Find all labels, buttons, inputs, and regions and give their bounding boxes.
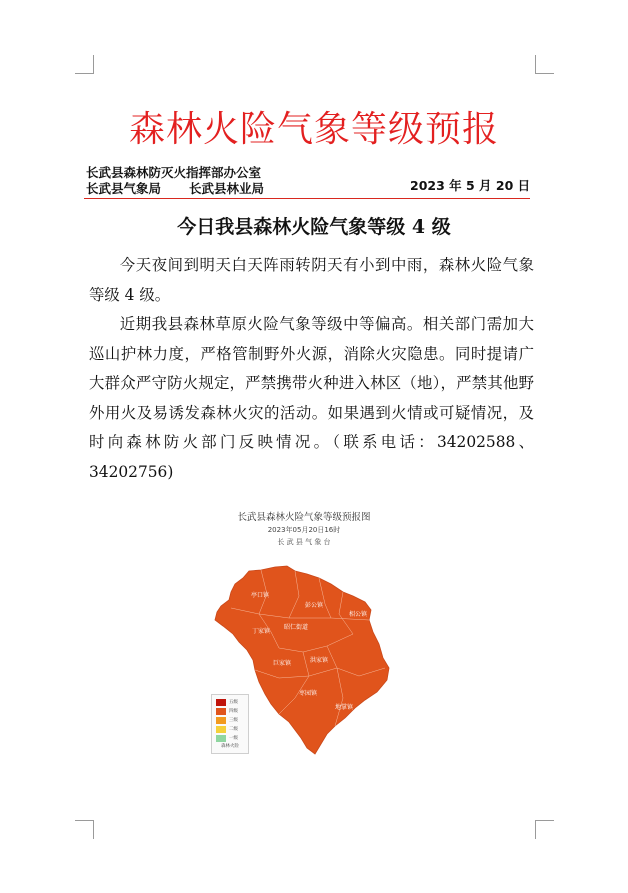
town-label: 地掌镇 bbox=[335, 704, 354, 711]
town-label: 昭仁街道 bbox=[284, 624, 309, 631]
legend-label: 一级 bbox=[229, 736, 238, 741]
paragraph-advice: 近期我县森林草原火险气象等级中等偏高。相关部门需加大巡山护林力度，严格管制野外火源，消除火灾隐患。同时提请广大群众严守防火规定，严禁携带火种进入林区（地），严禁其他野外用火及易诱发森林火灾的活动。如果遇到火情或可疑情况，及时向森林防火部门反映情况。（联系电话：34202588、34202756) bbox=[89, 315, 534, 481]
paragraph-forecast: 今天夜间到明天白天阵雨转阴天有小到中雨，森林火险气象等级 4 级。 bbox=[89, 256, 534, 304]
legend-swatch bbox=[216, 726, 226, 733]
legend-item bbox=[216, 699, 246, 707]
legend-swatch bbox=[216, 699, 226, 706]
map-legend bbox=[211, 694, 249, 754]
corner-mark-bottom-right bbox=[535, 820, 554, 839]
legend-label: 五级 bbox=[229, 700, 238, 705]
town-label: 相公镇 bbox=[349, 611, 368, 618]
town-label: 枣园镇 bbox=[299, 690, 318, 697]
issuer-line-2 bbox=[86, 181, 264, 197]
issuer-line-1: 长武县森林防灭火指挥部办公室 bbox=[86, 165, 262, 180]
forecast-map bbox=[209, 512, 399, 758]
town-label: 丁家镇 bbox=[252, 628, 271, 635]
legend-label: 四级 bbox=[229, 709, 238, 714]
legend-item bbox=[216, 708, 246, 716]
issue-date: 2023 年 5 月 20 日 bbox=[410, 178, 531, 193]
issuer-forestry: 长武县林业局 bbox=[189, 181, 265, 196]
map-title: 长武县森林火险气象等级预报图 bbox=[237, 512, 371, 523]
legend-label: 三级 bbox=[229, 718, 238, 723]
issuer-meteorology: 长武县气象局 bbox=[86, 181, 162, 196]
legend-swatch bbox=[216, 735, 226, 742]
article-subtitle: 今日我县森林火险气象等级 4 级 bbox=[177, 216, 451, 238]
corner-mark-bottom-left bbox=[75, 820, 94, 839]
corner-mark-top-right bbox=[535, 55, 554, 74]
legend-swatch bbox=[216, 717, 226, 724]
town-label: 彭公镇 bbox=[305, 602, 324, 609]
town-label: 亭口镇 bbox=[251, 592, 270, 599]
legend-item bbox=[216, 726, 246, 734]
legend-label: 二级 bbox=[229, 727, 238, 732]
town-label: 洪家镇 bbox=[310, 657, 329, 664]
document-title: 森林火险气象等级预报 bbox=[128, 109, 499, 150]
town-label: 巨家镇 bbox=[273, 660, 292, 667]
header-divider bbox=[84, 198, 530, 199]
corner-mark-top-left bbox=[75, 55, 94, 74]
legend-item bbox=[216, 735, 246, 743]
legend-caption: 森林火险 bbox=[221, 744, 239, 749]
legend-swatch bbox=[216, 708, 226, 715]
legend-item bbox=[216, 717, 246, 725]
map-source: 长 武 县 气 象 台 bbox=[277, 538, 331, 546]
map-time: 2023年05月20日16时 bbox=[267, 526, 341, 534]
